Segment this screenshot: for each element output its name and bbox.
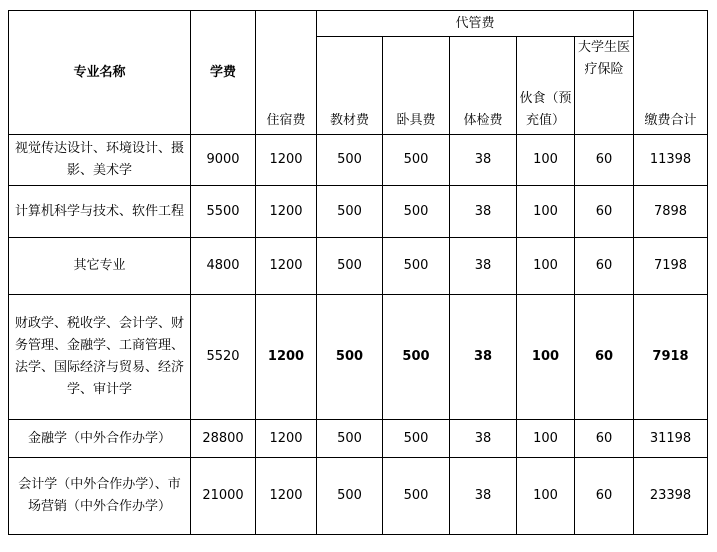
row-major-name: 财政学、税收学、会计学、财务管理、金融学、工商管理、法学、国际经济与贸易、经济学、审计学 (9, 295, 191, 420)
header-row-1 (9, 11, 708, 37)
row-lodging: 1200 (256, 186, 317, 238)
row-checkup: 38 (450, 458, 517, 535)
row-total: 11398 (634, 135, 708, 186)
row-tuition: 21000 (191, 458, 256, 535)
row-checkup: 38 (450, 420, 517, 458)
table-row (9, 458, 708, 535)
row-checkup: 38 (450, 238, 517, 295)
row-checkup: 38 (450, 135, 517, 186)
header-checkup: 体检费 (450, 37, 517, 135)
header-textbook: 教材费 (317, 37, 383, 135)
row-insurance: 60 (575, 238, 634, 295)
row-bedding: 500 (383, 135, 450, 186)
header-name: 专业名称 (9, 11, 191, 135)
row-lodging: 1200 (256, 238, 317, 295)
table-row (9, 420, 708, 458)
row-major-name: 金融学（中外合作办学） (9, 420, 191, 458)
row-lodging: 1200 (256, 458, 317, 535)
row-insurance: 60 (575, 458, 634, 535)
header-tuition: 学费 (191, 11, 256, 135)
row-major-name: 其它专业 (9, 238, 191, 295)
row-checkup: 38 (450, 295, 517, 420)
row-tuition: 5520 (191, 295, 256, 420)
row-bedding: 500 (383, 458, 450, 535)
row-tuition: 28800 (191, 420, 256, 458)
header-agency: 代管费 (317, 11, 634, 37)
row-lodging: 1200 (256, 135, 317, 186)
row-major-name: 计算机科学与技术、软件工程 (9, 186, 191, 238)
fee-table (8, 10, 708, 535)
row-bedding: 500 (383, 420, 450, 458)
row-textbook: 500 (317, 420, 383, 458)
row-tuition: 5500 (191, 186, 256, 238)
row-meal: 100 (517, 295, 575, 420)
row-bedding: 500 (383, 295, 450, 420)
header-meal: 伙食（预充值） (517, 37, 575, 135)
row-major-name: 视觉传达设计、环境设计、摄影、美术学 (9, 135, 191, 186)
row-textbook: 500 (317, 458, 383, 535)
row-meal: 100 (517, 135, 575, 186)
row-bedding: 500 (383, 238, 450, 295)
header-total: 缴费合计 (634, 11, 708, 135)
row-meal: 100 (517, 186, 575, 238)
row-meal: 100 (517, 458, 575, 535)
row-lodging: 1200 (256, 295, 317, 420)
row-textbook: 500 (317, 295, 383, 420)
header-insurance: 大学生医疗保险 (575, 37, 634, 135)
row-meal: 100 (517, 238, 575, 295)
row-total: 31198 (634, 420, 708, 458)
row-textbook: 500 (317, 135, 383, 186)
table-row (9, 238, 708, 295)
row-major-name: 会计学（中外合作办学）、市场营销（中外合作办学） (9, 458, 191, 535)
row-total: 23398 (634, 458, 708, 535)
row-tuition: 4800 (191, 238, 256, 295)
row-insurance: 60 (575, 135, 634, 186)
row-textbook: 500 (317, 238, 383, 295)
row-meal: 100 (517, 420, 575, 458)
row-lodging: 1200 (256, 420, 317, 458)
table-row (9, 295, 708, 420)
row-total: 7198 (634, 238, 708, 295)
row-total: 7918 (634, 295, 708, 420)
row-total: 7898 (634, 186, 708, 238)
row-insurance: 60 (575, 295, 634, 420)
row-bedding: 500 (383, 186, 450, 238)
table-row (9, 186, 708, 238)
table-row (9, 135, 708, 186)
row-insurance: 60 (575, 186, 634, 238)
row-tuition: 9000 (191, 135, 256, 186)
row-insurance: 60 (575, 420, 634, 458)
header-bedding: 卧具费 (383, 37, 450, 135)
header-lodging: 住宿费 (256, 11, 317, 135)
row-textbook: 500 (317, 186, 383, 238)
row-checkup: 38 (450, 186, 517, 238)
